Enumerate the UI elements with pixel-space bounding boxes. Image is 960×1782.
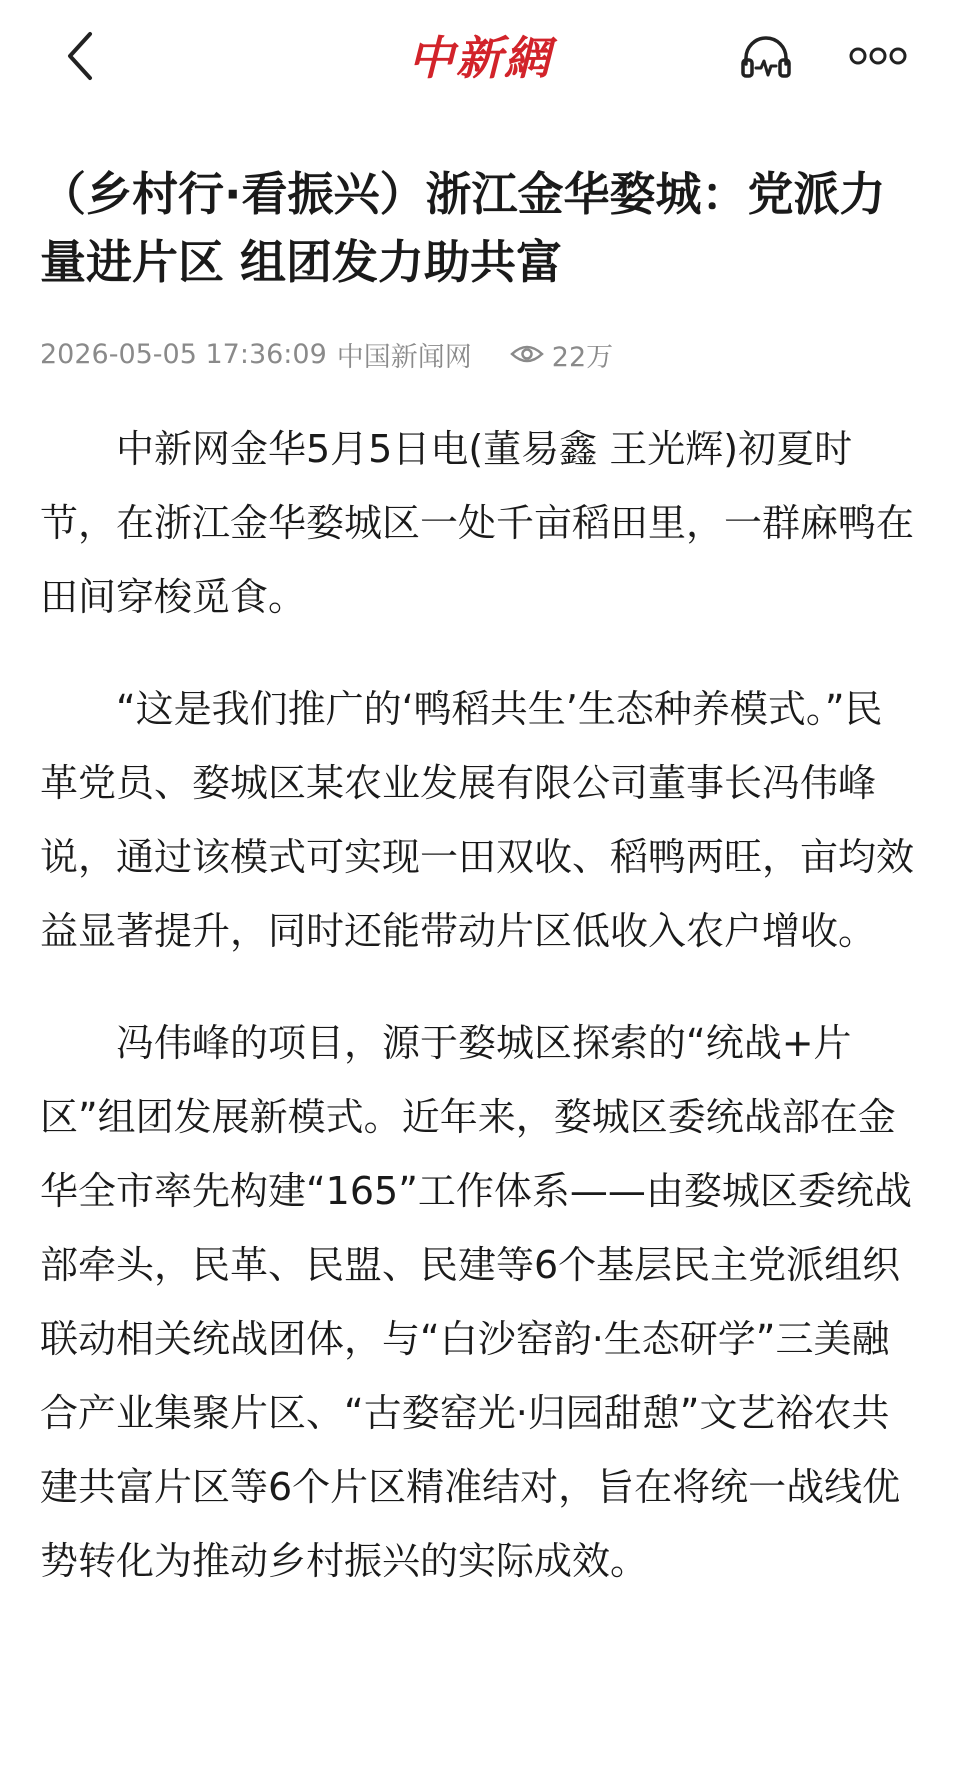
eye-icon [510, 342, 544, 366]
more-dots-icon [848, 46, 908, 66]
article-paragraph: “这是我们推广的‘鸭稻共生’生态种养模式。”民革党员、婺城区某农业发展有限公司董事长冯伟峰说，通过该模式可实现一田双收、稻鸭两旺，亩均效益显著提升，同时还能带动片区低收入农户增收。 [40, 687, 915, 953]
article-title: （乡村行·看振兴）浙江金华婺城：党派力量进片区 组团发力助共富 [40, 167, 886, 289]
view-count-value: 22万 [551, 341, 614, 373]
article-paragraph: 冯伟峰的项目，源于婺城区探索的“统战+片区”组团发展新模式。近年来，婺城区委统战部在金华全市率先构建“165”工作体系——由婺城区委统战部牵头，民革、民盟、民建等6个基层民主党派组织联动相关统战团体，与“白沙窑韵·生态研学”三美融合产业集聚片区、“古婺窑光·归园甜憩”文艺裕农共建共富片区等6个片区精准结对，旨在将统一战线优势转化为推动乡村振兴的实际成效。 [40, 1021, 912, 1583]
more-options-button[interactable] [838, 26, 918, 86]
publish-datetime: 2026-05-05 17:36:09 [40, 338, 327, 370]
headphones-icon [740, 32, 792, 80]
chevron-left-icon [60, 28, 100, 84]
article-meta [40, 334, 920, 374]
article-source: 中国新闻网 [336, 341, 472, 373]
top-bar [0, 0, 960, 112]
listen-button[interactable] [736, 26, 796, 86]
article-body [40, 412, 920, 1636]
article-paragraph: 中新网金华5月5日电(董易鑫 王光辉)初夏时节，在浙江金华婺城区一处千亩稻田里，一群麻鸭在田间穿梭觅食。 [40, 427, 915, 619]
site-logo: 中新網 [408, 31, 552, 85]
view-count [510, 335, 613, 374]
back-button[interactable] [48, 24, 112, 88]
